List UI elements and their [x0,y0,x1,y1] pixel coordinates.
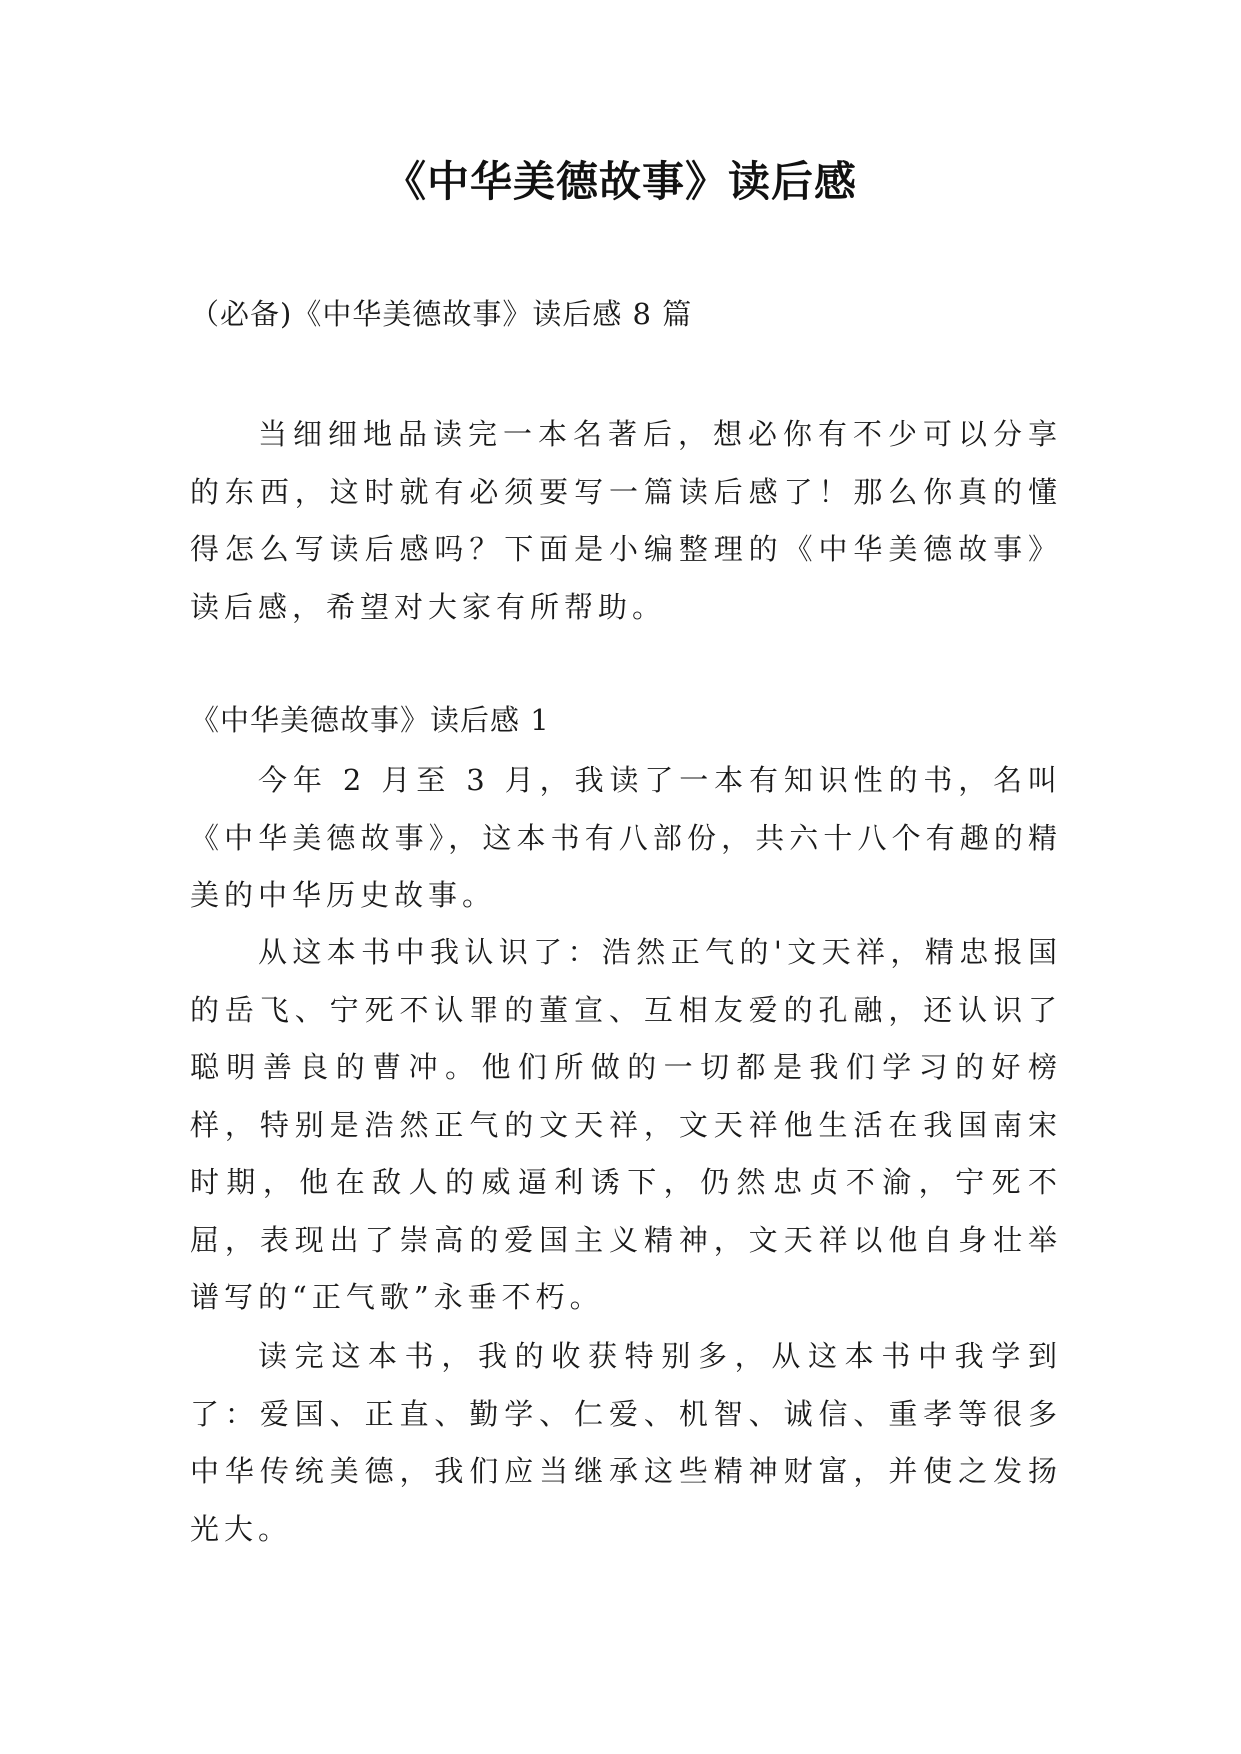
section-heading: 《中华美德故事》读后感 1 [190,703,550,737]
document-title: 《中华美德故事》读后感 [383,157,857,206]
document-subtitle: （必备)《中华美德故事》读后感 8 篇 [190,297,693,331]
body-paragraph: 从这本书中我认识了：浩然正气的'文天祥，精忠报国的岳飞、宁死不认罪的董宣、互相友爱的孔融，还认识了聪明善良的曹冲。他们所做的一切都是我们学习的好榜样，特别是浩然正气的文天祥，文天祥他生活在我国南宋时期，他在敌人的威逼利诱下，仍然忠贞不渝，宁死不屈，表现出了崇高的爱国主义精神，文天祥以他自身壮举谱写的“正气歌”永垂不朽。 [190,935,1062,1314]
body-paragraph: 读完这本书，我的收获特别多，从这本书中我学到了：爱国、正直、勤学、仁爱、机智、诚信、重孝等很多中华传统美德，我们应当继承这些精神财富，并使之发扬光大。 [190,1339,1062,1546]
body-paragraph: 今年 2 月至 3 月，我读了一本有知识性的书，名叫《中华美德故事》，这本书有八部份，共六十八个有趣的精美的中华历史故事。 [190,763,1062,912]
intro-paragraph: 当细细地品读完一本名著后，想必你有不少可以分享的东西，这时就有必须要写一篇读后感了！那么你真的懂得怎么写读后感吗？下面是小编整理的《中华美德故事》读后感，希望对大家有所帮助。 [190,417,1062,624]
